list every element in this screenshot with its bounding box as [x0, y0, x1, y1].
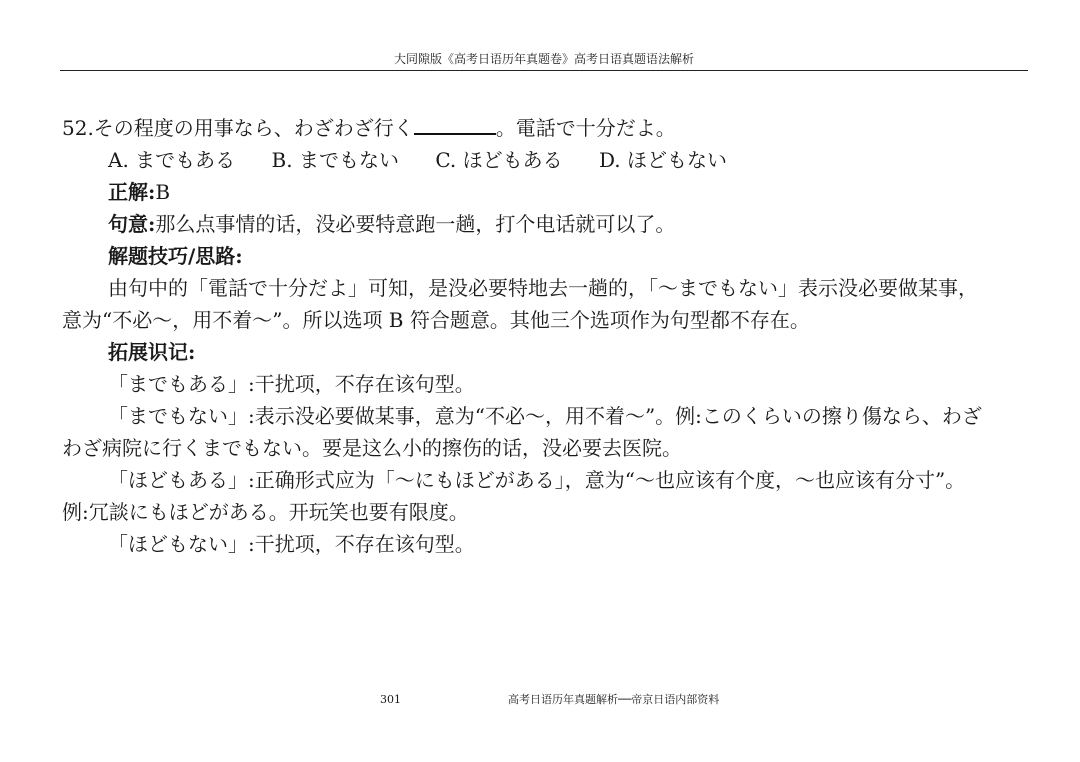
option-d: D. ほどもない — [598, 148, 728, 172]
footer-page-number: 301 — [380, 693, 401, 706]
technique-line-2: 意为“不必～，用不着～”。所以选项 B 符合题意。其他三个选项作为句型都不存在。 — [62, 308, 810, 332]
document-body — [62, 112, 1034, 560]
sentence-meaning — [62, 208, 1034, 240]
correct-answer-value: B — [155, 180, 171, 204]
answer-blank — [414, 115, 496, 135]
extension-item-1: 「までもある」:干扰项，不存在该句型。 — [108, 372, 475, 396]
page-header — [60, 48, 1028, 71]
technique-line-1: 由句中的「電話で十分だよ」可知，是没必要特地去一趟的，「～までもない」表示没必要做某事， — [108, 276, 978, 300]
extension-item-4: 「ほどもない」:干扰项，不存在该句型。 — [108, 532, 475, 556]
extension-item-2-line-2: わざ病院に行くまでもない。要是这么小的擦伤的话，没必要去医院。 — [62, 436, 682, 460]
extension-item-3-line-1: 「ほどもある」:正确形式应为「～にもほどがある」，意为“～也应该有个度，～也应该有分寸”。 — [108, 468, 966, 492]
extension-heading: 拓展识记: — [108, 340, 196, 364]
sentence-meaning-text: 那么点事情的话，没必要特意跑一趟，打个电话就可以了。 — [155, 212, 676, 236]
question-stem — [62, 112, 1034, 144]
question-text-before: 52.その程度の用事なら、わざわざ行く — [62, 116, 414, 140]
header-title: 大同隙版《高考日语历年真题卷》高考日语真题语法解析 — [393, 52, 694, 66]
option-a: A. までもある — [108, 148, 236, 172]
sentence-meaning-label: 句意: — [108, 212, 156, 236]
answer-options — [62, 144, 1034, 176]
option-b: B. までもない — [271, 148, 399, 172]
correct-answer-label: 正解: — [108, 180, 156, 204]
extension-item-2-line-1: 「までもない」:表示没必要做某事，意为“不必～，用不着～”。例:このくらいの擦り傷なら、わざ — [108, 404, 982, 428]
question-text-after: 。電話で十分だよ。 — [495, 116, 676, 140]
correct-answer — [62, 176, 1034, 208]
footer-title: 高考日语历年真题解析──帝京日语内部资料 — [508, 693, 720, 706]
technique-heading: 解题技巧/思路: — [108, 244, 243, 268]
extension-item-3-line-2: 例:冗談にもほどがある。开玩笑也要有限度。 — [62, 500, 469, 524]
option-c: C. ほどもある — [435, 148, 563, 172]
